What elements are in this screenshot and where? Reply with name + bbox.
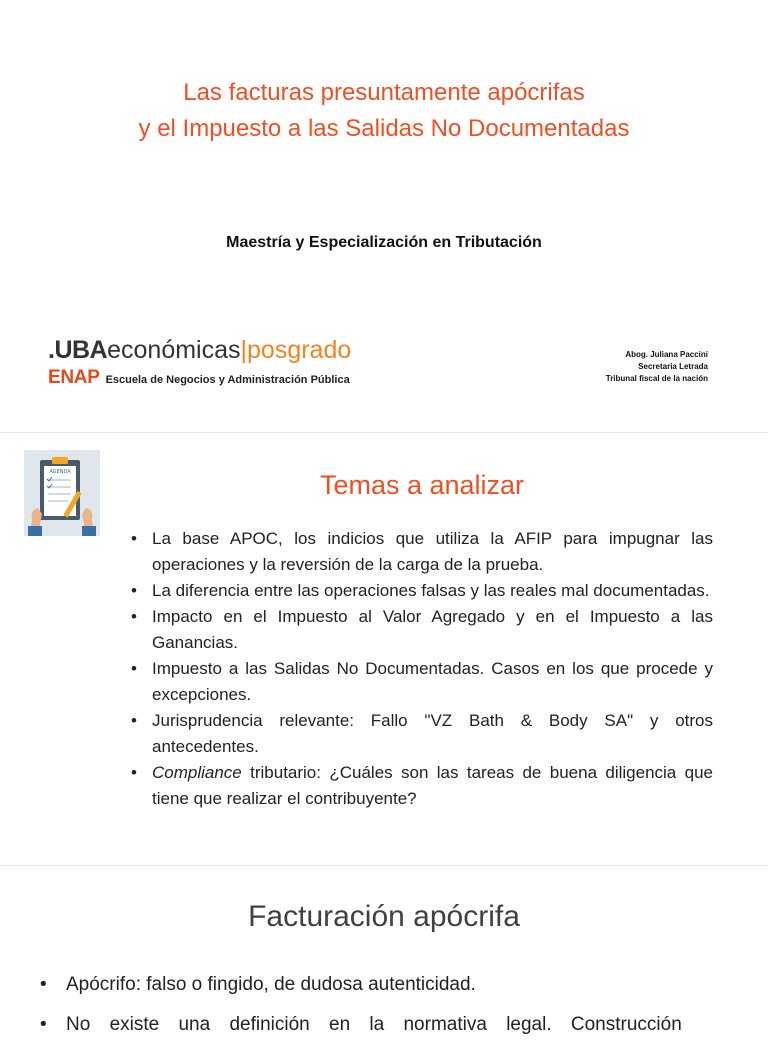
logo-enap: ENAP [48,367,100,388]
agenda-bullet-list [128,526,713,812]
uba-economicas-posgrado-logo [48,334,352,390]
agenda-bullet-text: La base APOC, los indicios que utiliza la AFIP para impugnar las operaciones y la reversión de la carga de la prueba. [152,529,713,574]
logo-economicas: económicas [107,336,241,364]
author-institution: Tribunal fiscal de la nación [605,374,708,383]
facturacion-title: Facturación apócrifa [248,900,520,933]
presentation-title-line-2: y el Impuesto a las Salidas No Documentadas [138,115,630,142]
facturacion-bullet-item: • No existe una definición en la normativa legal. Construcción [40,1010,724,1040]
facturacion-bullet-list [40,970,724,1050]
author-role: Secretaria Letrada [638,362,708,371]
logo-enap-line [48,368,350,388]
logo-wordmark [48,334,351,366]
agenda-bullet-text: La diferencia entre las operaciones falsas y las reales mal documentadas. [152,581,710,600]
presentation-subtitle: Maestría y Especialización en Tributación [226,234,542,251]
agenda-title: Temas a analizar [319,470,525,500]
logo-enap-full-name: Escuela de Negocios y Administración Pública [105,374,350,386]
slide-title [0,0,768,432]
agenda-bullet-item [128,708,713,760]
slide-agenda [0,433,768,865]
logo-separator: | [240,336,248,364]
agenda-bullet-item [128,578,713,604]
agenda-bullet-text: Impacto en el Impuesto al Valor Agregado y en el Impuesto a las Ganancias. [152,607,713,652]
agenda-bullet-item [128,526,713,578]
agenda-bullet-item [128,760,713,812]
logo-uba: .UBA [48,336,108,364]
logo-posgrado: posgrado [247,336,352,364]
agenda-bullet-italic-term: Compliance [152,763,242,782]
agenda-bullet-text: tributario: ¿Cuáles son las tareas de buena diligencia que tiene que realizar el contribuyente? [152,763,713,808]
agenda-bullet-item [128,604,713,656]
facturacion-bullet-item: • Apócrifo: falso o fingido, de dudosa autenticidad. [40,970,724,1000]
author-name: Abog. Juliana Paccini [625,350,708,359]
slide-facturacion [0,866,768,1035]
agenda-bullet-item [128,656,713,708]
agenda-bullet-text: Jurisprudencia relevante: Fallo "VZ Bath & Body SA" y otros antecedentes. [152,711,713,756]
presentation-title-line-1: Las facturas presuntamente apócrifas [183,79,585,106]
agenda-clipboard-label: AGENDA [49,469,71,475]
agenda-bullet-text: Impuesto a las Salidas No Documentadas. Casos en los que procede y excepciones. [152,659,713,704]
author-block [606,349,708,385]
